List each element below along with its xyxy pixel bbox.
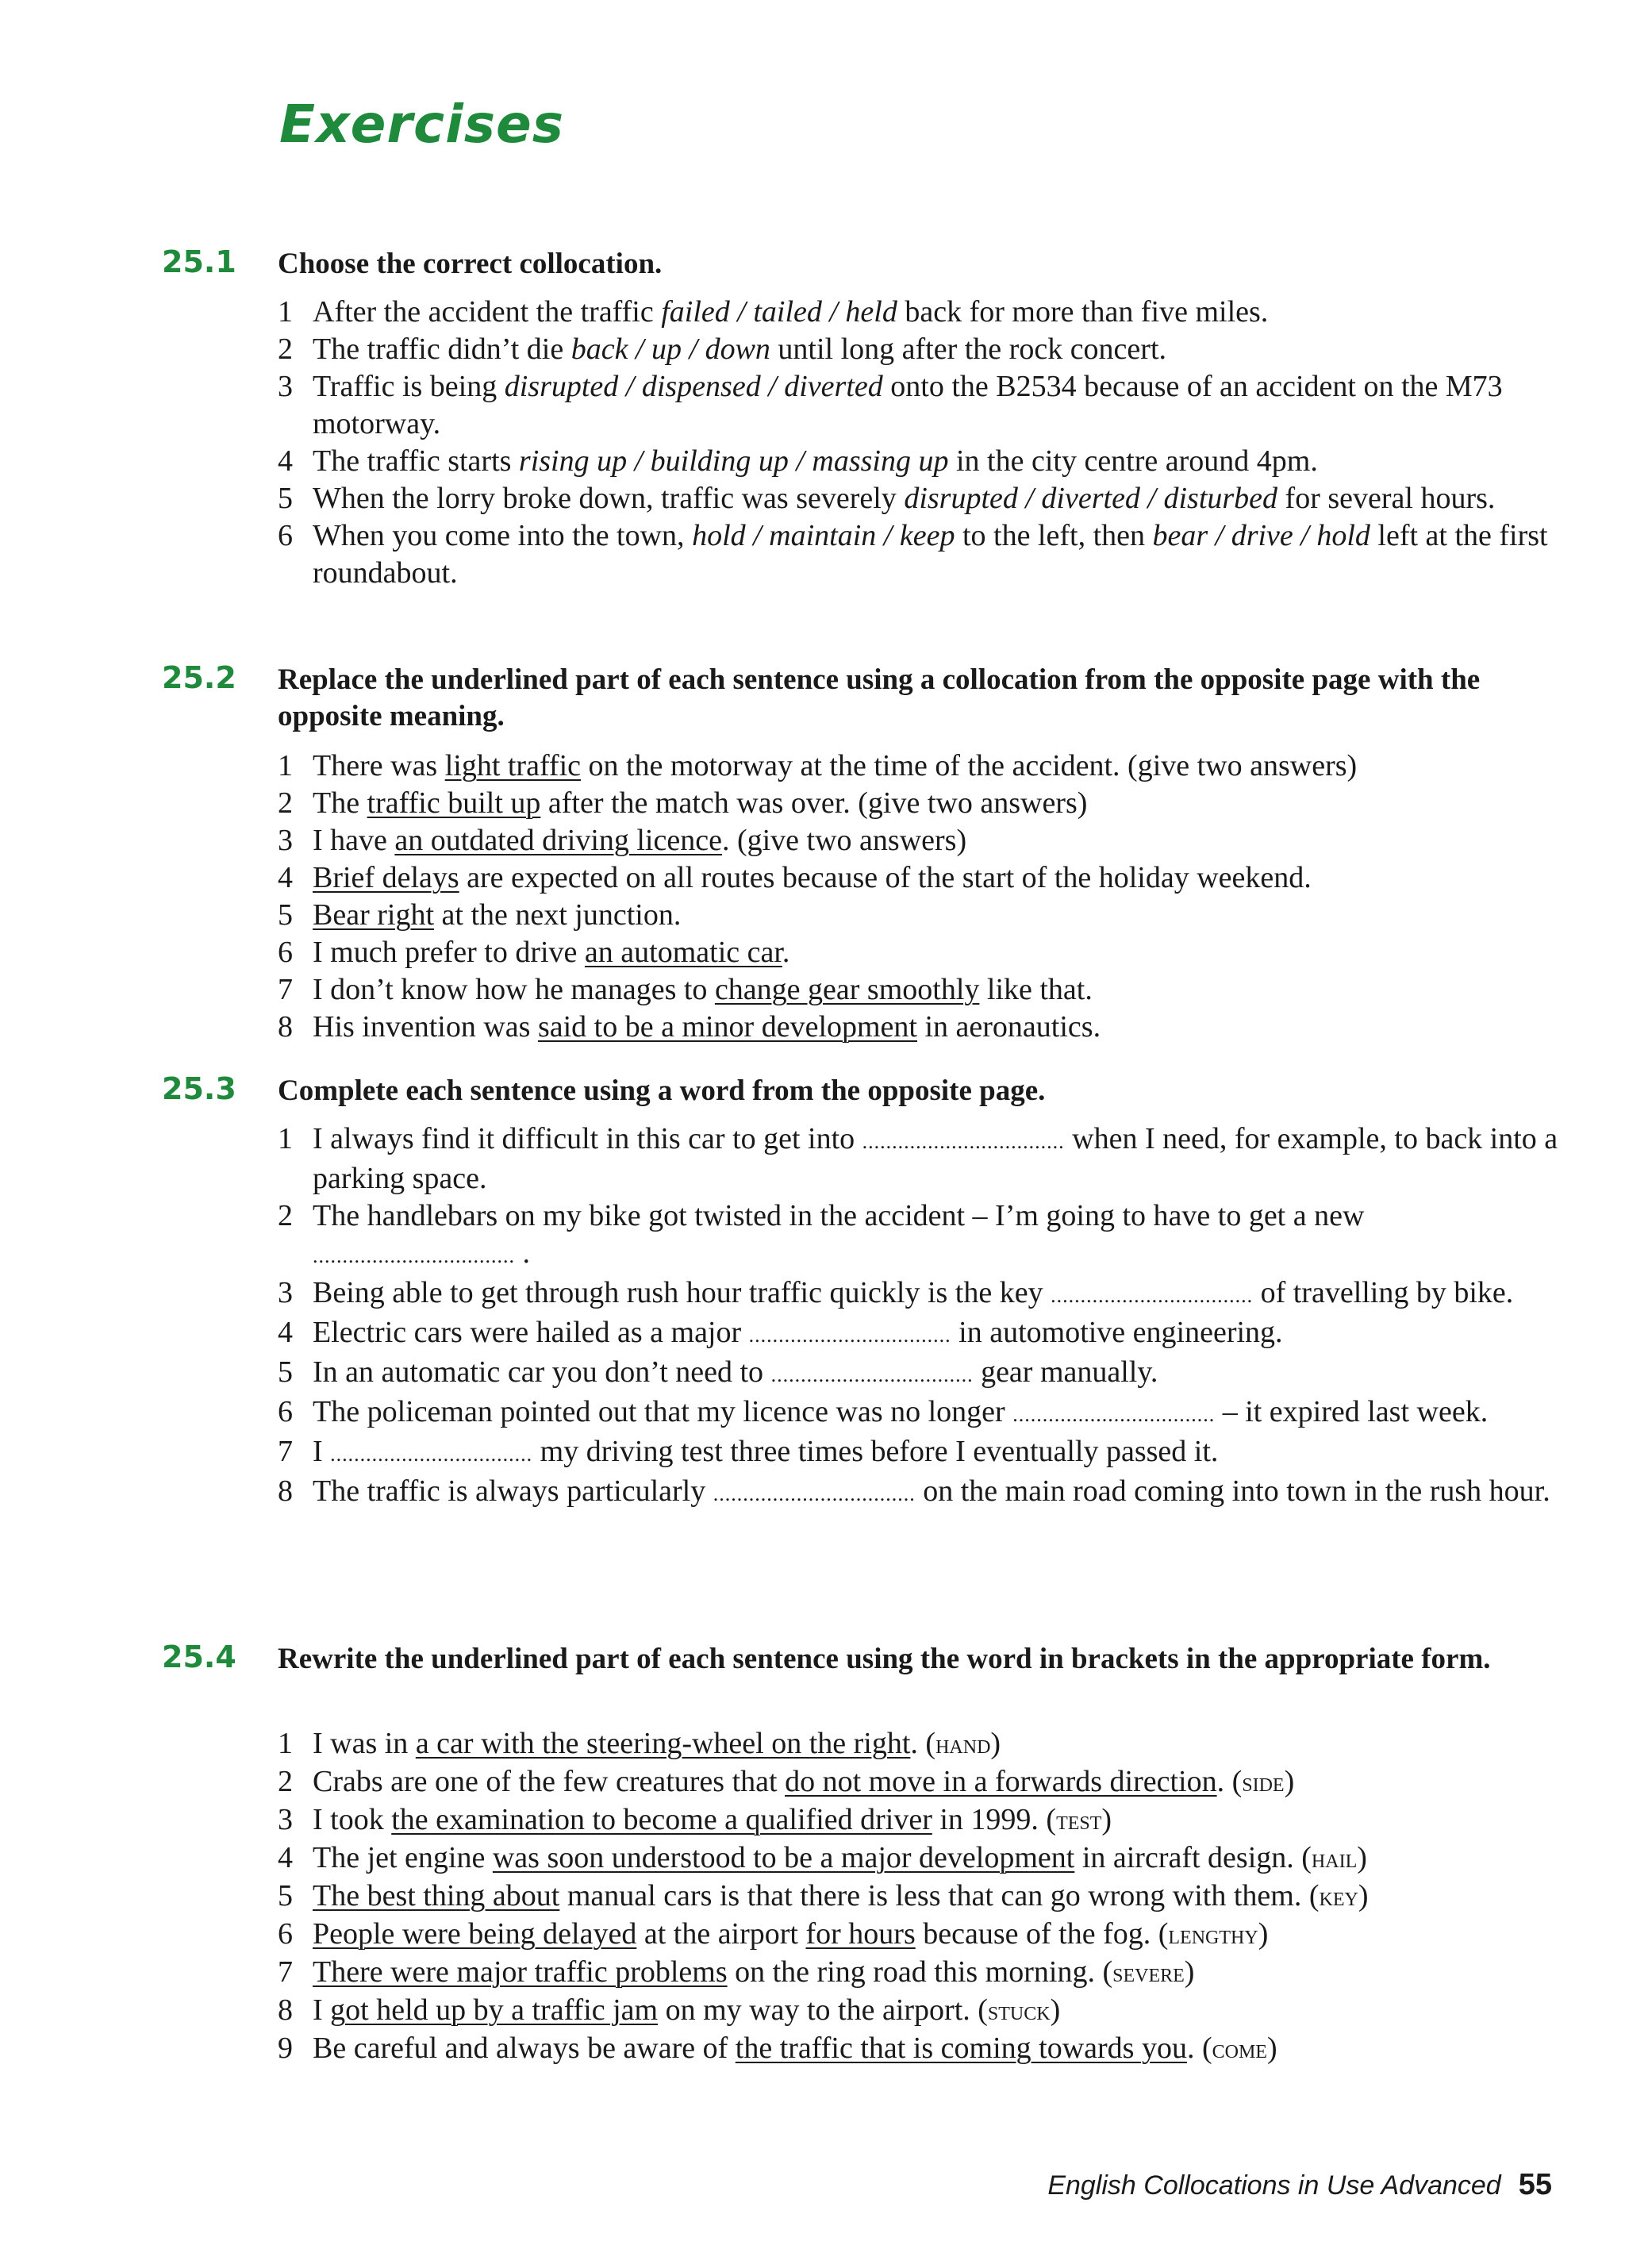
bracket-word: come — [1212, 2035, 1267, 2064]
bracket-word: key — [1319, 1882, 1358, 1912]
item-text: Traffic is being — [313, 370, 505, 403]
item-text: There was — [313, 749, 445, 782]
list-item — [278, 1954, 1563, 1992]
item-number: 4 — [278, 861, 293, 894]
item-text: are expected on all routes because of the start of the holiday weekend. — [459, 861, 1312, 894]
list-item — [278, 1121, 1563, 1197]
list-item — [278, 1354, 1563, 1393]
exercise-instruction: Complete each sentence using a word from the opposite page. — [278, 1074, 1046, 1107]
underlined-phrase: got held up by a traffic jam — [330, 1993, 659, 2027]
item-text: I don’t know how he manages to — [313, 973, 715, 1006]
item-text: – it expired last week. — [1215, 1395, 1489, 1428]
item-text: onto the B2534 because of an accident on the M73 motorway. — [313, 370, 1503, 440]
item-text: . (give two answers) — [721, 824, 967, 857]
item-text: When you come into the town, — [313, 519, 693, 552]
item-text: The — [313, 786, 367, 820]
item-text: The jet engine — [313, 1841, 493, 1874]
underlined-phrase: said to be a minor development — [537, 1010, 917, 1044]
item-number: 6 — [278, 1395, 293, 1428]
item-options: disrupted / diverted / disturbed — [904, 482, 1278, 515]
list-item — [278, 368, 1563, 443]
item-text: to the left, then — [955, 519, 1153, 552]
item-text: when I need, for example, to back into a parking space. — [313, 1122, 1558, 1195]
item-number: 5 — [278, 1879, 293, 1912]
item-text: His invention was — [313, 1010, 538, 1044]
item-text: ) — [1184, 1955, 1195, 1989]
item-text: on the motorway at the time of the accident. (give two answers) — [581, 749, 1358, 782]
item-number: 8 — [278, 1993, 293, 2027]
item-text: The handlebars on my bike got twisted in the accident – I’m going to have to get a new — [313, 1199, 1365, 1232]
item-text: on the main road coming into town in the rush hour. — [915, 1474, 1550, 1508]
list-item — [278, 1992, 1563, 2030]
item-text: . ( — [1216, 1765, 1243, 1798]
item-number: 4 — [278, 444, 293, 478]
item-text: ) — [1358, 1879, 1369, 1912]
item-text: in 1999. ( — [932, 1803, 1057, 1836]
list-item — [278, 1393, 1563, 1433]
item-number: 1 — [278, 749, 293, 782]
item-text: I was in — [313, 1727, 416, 1760]
list-item — [278, 331, 1563, 368]
item-number: 2 — [278, 1199, 293, 1232]
underlined-phrase: traffic built up — [367, 786, 541, 820]
list-item — [278, 1839, 1563, 1878]
item-text: of travelling by bike. — [1253, 1276, 1514, 1309]
underlined-phrase: Brief delays — [313, 861, 459, 894]
list-item — [278, 1274, 1563, 1314]
answer-blank[interactable]: .................................. — [1051, 1284, 1254, 1307]
list-item — [278, 897, 1563, 934]
list-item — [278, 1197, 1563, 1274]
list-item — [278, 480, 1563, 517]
item-text: . ( — [1186, 2032, 1212, 2065]
list-item — [278, 1009, 1563, 1046]
item-number: 6 — [278, 936, 293, 969]
item-number: 3 — [278, 1803, 293, 1836]
item-number: 8 — [278, 1010, 293, 1044]
item-text: because of the fog. ( — [915, 1917, 1169, 1951]
answer-blank[interactable]: .................................. — [313, 1244, 515, 1267]
list-item — [278, 859, 1563, 897]
list-item — [278, 748, 1563, 785]
underlined-phrase: the examination to become a qualified driver — [391, 1803, 932, 1836]
list-item — [278, 971, 1563, 1009]
underlined-phrase: an outdated driving licence — [394, 824, 722, 857]
item-text: ) — [1284, 1765, 1295, 1798]
item-text: left at the first roundabout. — [313, 519, 1548, 590]
book-title: English Collocations in Use Advanced — [1047, 2170, 1501, 2201]
item-text: . — [782, 936, 790, 969]
item-number: 7 — [278, 1955, 293, 1989]
underlined-phrase: change gear smoothly — [714, 973, 980, 1006]
list-item — [278, 1878, 1563, 1916]
item-number: 5 — [278, 1355, 293, 1389]
item-text: for several hours. — [1277, 482, 1496, 515]
item-number: 3 — [278, 1276, 293, 1309]
item-text: at the airport — [636, 1917, 806, 1951]
item-text: ) — [1258, 1917, 1269, 1951]
item-number: 1 — [278, 1727, 293, 1760]
exercise-items — [278, 294, 1563, 592]
item-text: Be careful and always be aware of — [313, 2032, 736, 2065]
item-number: 1 — [278, 295, 293, 329]
item-text: at the next junction. — [434, 898, 682, 932]
item-text: on the ring road this morning. ( — [727, 1955, 1113, 1989]
item-options: disrupted / dispensed / diverted — [504, 370, 883, 403]
list-item — [278, 1725, 1563, 1763]
item-text: The traffic is always particularly — [313, 1474, 713, 1508]
answer-blank[interactable]: .................................. — [862, 1130, 1065, 1153]
exercise-instruction: Replace the underlined part of each sentence using a collocation from the opposite page with the opposite meaning. — [278, 663, 1481, 732]
item-text: In an automatic car you don’t need to — [313, 1355, 771, 1389]
item-text: The traffic didn’t die — [313, 333, 571, 366]
exercise-items — [278, 1121, 1563, 1513]
item-text: Being able to get through rush hour traffic quickly is the key — [313, 1276, 1051, 1309]
page-title: Exercises — [279, 94, 565, 155]
item-text: ) — [1050, 1993, 1061, 2027]
item-number: 2 — [278, 1765, 293, 1798]
item-text: The policeman pointed out that my licence was no longer — [313, 1395, 1013, 1428]
item-text: ) — [1357, 1841, 1367, 1874]
item-text: I — [313, 1993, 331, 2027]
item-number: 7 — [278, 1435, 293, 1468]
item-number: 5 — [278, 898, 293, 932]
item-options: rising up / building up / massing up — [518, 444, 949, 478]
item-text: I took — [313, 1803, 392, 1836]
item-number: 2 — [278, 786, 293, 820]
bracket-word: lengthy — [1168, 1920, 1258, 1950]
item-options: hold / maintain / keep — [692, 519, 955, 552]
underlined-phrase: do not move in a forwards direction — [785, 1765, 1217, 1798]
list-item — [278, 1314, 1563, 1354]
page-number: 55 — [1518, 2168, 1552, 2201]
list-item — [278, 934, 1563, 971]
item-text: in aeronautics. — [916, 1010, 1101, 1044]
item-text: After the accident the traffic — [313, 295, 662, 329]
bracket-word: hand — [935, 1730, 991, 1759]
item-number: 6 — [278, 519, 293, 552]
item-text: in automotive engineering. — [951, 1316, 1283, 1349]
item-number: 7 — [278, 973, 293, 1006]
page-footer — [1047, 2168, 1552, 2202]
item-text: I have — [313, 824, 395, 857]
item-number: 3 — [278, 370, 293, 403]
answer-blank[interactable]: .................................. — [1012, 1403, 1216, 1426]
item-text: back for more than five miles. — [897, 295, 1269, 329]
item-text: . — [515, 1236, 530, 1270]
answer-blank[interactable]: .................................. — [713, 1482, 916, 1505]
exercise-number: 25.1 — [162, 244, 236, 279]
exercise-number: 25.3 — [162, 1071, 236, 1106]
list-item — [278, 822, 1563, 859]
exercise-number: 25.2 — [162, 660, 236, 695]
answer-blank[interactable]: .................................. — [748, 1324, 951, 1347]
item-text: I always find it difficult in this car to get into — [313, 1122, 862, 1155]
bracket-word: severe — [1112, 1959, 1185, 1988]
item-options: bear / drive / hold — [1152, 519, 1370, 552]
item-text: ) — [990, 1727, 1001, 1760]
item-number: 4 — [278, 1316, 293, 1349]
answer-blank[interactable]: .................................. — [330, 1443, 533, 1466]
item-text: Crabs are one of the few creatures that — [313, 1765, 786, 1798]
bracket-word: hail — [1311, 1844, 1358, 1874]
item-text: gear manually. — [973, 1355, 1158, 1389]
item-text: The traffic starts — [313, 444, 519, 478]
item-text: in the city centre around 4pm. — [948, 444, 1318, 478]
underlined-phrase: The best thing about — [313, 1879, 560, 1912]
item-number: 4 — [278, 1841, 293, 1874]
list-item — [278, 785, 1563, 822]
underlined-phrase: light traffic — [444, 749, 581, 782]
bracket-word: stuck — [987, 1997, 1051, 2026]
item-number: 9 — [278, 2032, 293, 2065]
item-text: ) — [1101, 1803, 1112, 1836]
underlined-phrase: for hours — [805, 1917, 916, 1951]
exercise-items — [278, 1725, 1563, 2068]
item-text: Electric cars were hailed as a major — [313, 1316, 749, 1349]
item-number: 1 — [278, 1122, 293, 1155]
answer-blank[interactable]: .................................. — [770, 1363, 974, 1386]
list-item — [278, 1433, 1563, 1473]
list-item — [278, 2030, 1563, 2068]
underlined-phrase: a car with the steering-wheel on the right — [415, 1727, 911, 1760]
underlined-phrase: There were major traffic problems — [313, 1955, 728, 1989]
exercise-items — [278, 748, 1563, 1046]
item-options: failed / tailed / held — [661, 295, 897, 329]
item-number: 6 — [278, 1917, 293, 1951]
item-text: in aircraft design. ( — [1074, 1841, 1312, 1874]
list-item — [278, 1916, 1563, 1954]
item-text: When the lorry broke down, traffic was severely — [313, 482, 905, 515]
list-item — [278, 1763, 1563, 1801]
item-number: 5 — [278, 482, 293, 515]
exercise-instruction: Rewrite the underlined part of each sentence using the word in brackets in the appropriate form. — [278, 1643, 1491, 1675]
item-text: manual cars is that there is less that can go wrong with them. ( — [559, 1879, 1320, 1912]
item-number: 3 — [278, 824, 293, 857]
exercise-instruction: Choose the correct collocation. — [278, 248, 663, 280]
item-options: back / up / down — [570, 333, 770, 366]
item-text: I — [313, 1435, 331, 1468]
item-number: 2 — [278, 333, 293, 366]
item-text: I much prefer to drive — [313, 936, 585, 969]
item-text: on my way to the airport. ( — [658, 1993, 988, 2027]
underlined-phrase: People were being delayed — [313, 1917, 637, 1951]
item-text: like that. — [979, 973, 1093, 1006]
underlined-phrase: Bear right — [313, 898, 435, 932]
bracket-word: side — [1242, 1768, 1285, 1797]
list-item — [278, 517, 1563, 592]
item-text: after the match was over. (give two answers) — [540, 786, 1088, 820]
underlined-phrase: an automatic car — [584, 936, 782, 969]
list-item — [278, 1473, 1563, 1513]
underlined-phrase: was soon understood to be a major development — [492, 1841, 1075, 1874]
exercise-number: 25.4 — [162, 1639, 236, 1674]
bracket-word: test — [1056, 1806, 1102, 1836]
list-item — [278, 1801, 1563, 1839]
list-item — [278, 443, 1563, 480]
underlined-phrase: the traffic that is coming towards you — [735, 2032, 1187, 2065]
item-text: ) — [1266, 2032, 1277, 2065]
item-text: until long after the rock concert. — [770, 333, 1167, 366]
item-text: . ( — [910, 1727, 936, 1760]
list-item — [278, 294, 1563, 331]
item-text: my driving test three times before I eventually passed it. — [532, 1435, 1219, 1468]
item-number: 8 — [278, 1474, 293, 1508]
